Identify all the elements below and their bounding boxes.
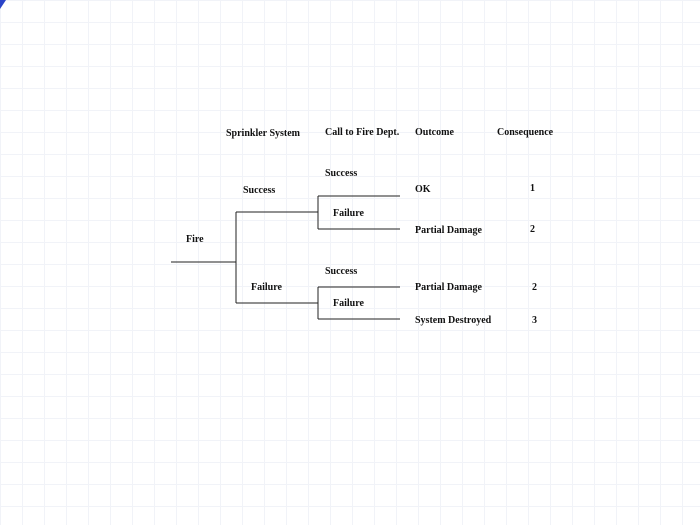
outcome-label: OK — [415, 184, 431, 195]
header-sprinkler-system: Sprinkler System — [226, 128, 300, 139]
call-lower-success-label: Success — [325, 266, 358, 277]
call-lower-failure-label: Failure — [333, 298, 364, 309]
call-upper-failure-label: Failure — [333, 208, 364, 219]
consequence-value: 2 — [532, 282, 537, 293]
call-upper-success-label: Success — [325, 168, 358, 179]
consequence-value: 3 — [532, 315, 537, 326]
outcome-label: Partial Damage — [415, 225, 482, 236]
consequence-value: 1 — [530, 183, 535, 194]
sprinkler-success-label: Success — [243, 185, 276, 196]
outcome-label: System Destroyed — [415, 315, 492, 326]
outcome-label: Partial Damage — [415, 282, 482, 293]
header-outcome: Outcome — [415, 127, 454, 138]
header-call-fire-dept: Call to Fire Dept. — [325, 127, 400, 138]
initiating-event-label: Fire — [186, 234, 204, 245]
header-consequence: Consequence — [497, 127, 554, 138]
sprinkler-failure-label: Failure — [251, 282, 282, 293]
consequence-value: 2 — [530, 224, 535, 235]
